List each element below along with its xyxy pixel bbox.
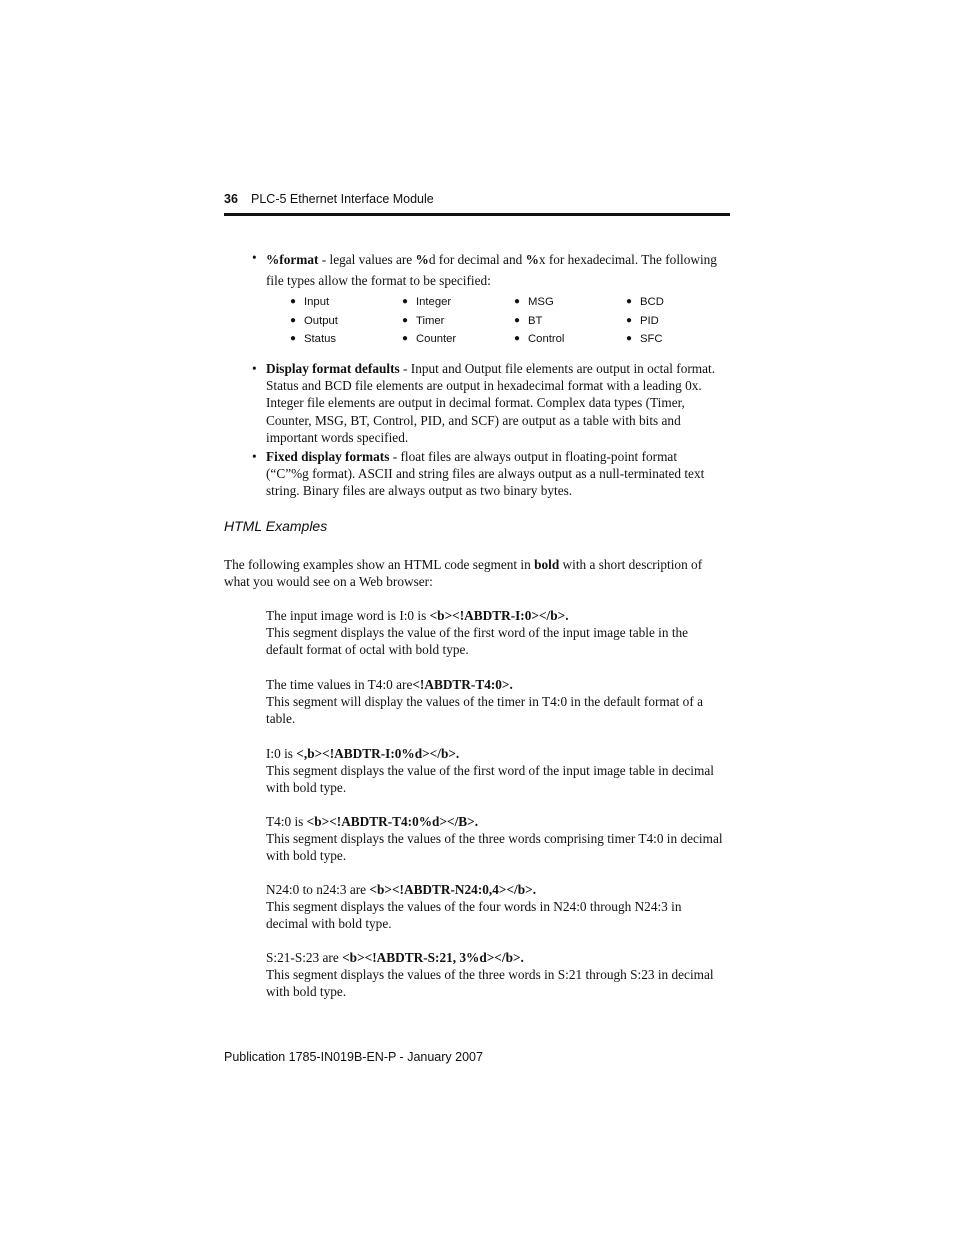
bullet-icon: ● bbox=[626, 315, 633, 326]
example-block bbox=[266, 607, 688, 659]
bullet-icon: • bbox=[252, 361, 257, 376]
list-item: ● Timer bbox=[402, 315, 445, 327]
bullet-icon: ● bbox=[514, 333, 521, 344]
format-line2: file types allow the format to be specified: bbox=[266, 273, 491, 288]
example-description: table. bbox=[266, 711, 296, 727]
example-code: <,b><!ABDTR-I:0%d></b>. bbox=[296, 746, 460, 761]
list-item: ● Output bbox=[290, 315, 338, 327]
example-description: This segment displays the values of the three words in S:21 through S:23 in decimal bbox=[266, 967, 714, 983]
list-item: ● Status bbox=[290, 333, 337, 345]
page-number: 36 bbox=[224, 192, 238, 206]
bullet-icon: ● bbox=[290, 296, 297, 307]
section-intro bbox=[224, 556, 702, 590]
bullet-icon: ● bbox=[402, 296, 409, 307]
example-label: S:21-S:23 are bbox=[266, 950, 343, 965]
format-percent: % bbox=[525, 252, 539, 267]
bullet-icon: ● bbox=[290, 333, 297, 344]
format-text: x for hexadecimal. The following bbox=[538, 252, 717, 267]
example-label: The time values in T4:0 are bbox=[266, 677, 413, 692]
intro-text: what you would see on a Web browser: bbox=[224, 574, 433, 590]
bullet-icon: ● bbox=[402, 315, 409, 326]
list-item: ● BCD bbox=[626, 296, 664, 308]
bullet-fixed-formats bbox=[252, 448, 705, 500]
fixed-formats-text: (“C”%g format). ASCII and string files are always output as a null-terminated text bbox=[266, 466, 705, 482]
format-percent: % bbox=[415, 252, 429, 267]
bullet-icon: • bbox=[252, 250, 257, 265]
bullet-icon: ● bbox=[402, 333, 409, 344]
example-description: default format of octal with bold type. bbox=[266, 642, 469, 658]
display-defaults-text: Status and BCD file elements are output in hexadecimal format with a leading 0x. bbox=[266, 378, 702, 394]
example-code: <b><!ABDTR-S:21, 3%d></b>. bbox=[342, 950, 524, 965]
bullet-icon: ● bbox=[626, 296, 633, 307]
example-code: <b><!ABDTR-T4:0%d></B>. bbox=[306, 814, 479, 829]
bullet-icon: ● bbox=[514, 315, 521, 326]
example-block bbox=[266, 949, 714, 1001]
example-description: This segment displays the values of the four words in N24:0 through N24:3 in bbox=[266, 899, 682, 915]
fixed-formats-text: - float files are always output in floating-point format bbox=[389, 449, 678, 464]
bullet-icon: ● bbox=[290, 315, 297, 326]
list-item: ● Counter bbox=[402, 333, 457, 345]
example-block bbox=[266, 745, 714, 797]
display-defaults-text: Integer file elements are output in decimal format. Complex data types (Timer, bbox=[266, 395, 685, 411]
example-code: <!ABDTR-T4:0>. bbox=[412, 677, 513, 692]
display-defaults-term: Display format defaults bbox=[266, 361, 400, 376]
list-item: ● BT bbox=[514, 315, 543, 327]
format-term: %format bbox=[266, 252, 319, 267]
list-item: ● Control bbox=[514, 333, 565, 345]
example-label: N24:0 to n24:3 are bbox=[266, 882, 370, 897]
list-item: ● SFC bbox=[626, 333, 663, 345]
bullet-display-defaults bbox=[252, 360, 716, 446]
display-defaults-text: important words specified. bbox=[266, 429, 409, 445]
example-label: The input image word is I:0 is bbox=[266, 608, 430, 623]
format-text: - legal values are bbox=[318, 252, 416, 267]
format-text: d for decimal and bbox=[428, 252, 526, 267]
running-header-title: PLC-5 Ethernet Interface Module bbox=[251, 192, 434, 206]
section-heading: HTML Examples bbox=[224, 518, 328, 534]
example-label: T4:0 is bbox=[266, 814, 307, 829]
example-block bbox=[266, 676, 703, 728]
example-code: <b><!ABDTR-N24:0,4></b>. bbox=[369, 882, 537, 897]
fixed-formats-text: string. Binary files are always output as two binary bytes. bbox=[266, 483, 573, 499]
intro-text: The following examples show an HTML code segment in bbox=[224, 557, 535, 572]
bullet-icon: ● bbox=[514, 296, 521, 307]
display-defaults-text: Counter, MSG, BT, Control, PID, and SCF) are output as a table with bits and bbox=[266, 412, 681, 428]
example-description: This segment displays the value of the first word of the input image table in the bbox=[266, 625, 689, 641]
example-block bbox=[266, 881, 681, 933]
list-item: ● MSG bbox=[514, 296, 554, 308]
example-description: with bold type. bbox=[266, 848, 347, 864]
intro-bold-word: bold bbox=[534, 557, 560, 572]
list-item: ● Input bbox=[290, 296, 330, 308]
bullet-icon: • bbox=[252, 449, 257, 464]
example-description: This segment displays the values of the three words comprising timer T4:0 in decimal bbox=[266, 831, 723, 847]
intro-text: with a short description of bbox=[559, 557, 703, 572]
bullet-format bbox=[252, 249, 717, 291]
fixed-formats-term: Fixed display formats bbox=[266, 449, 390, 464]
list-item: ● Integer bbox=[402, 296, 452, 308]
header-rule bbox=[224, 213, 730, 216]
example-label: I:0 is bbox=[266, 746, 297, 761]
example-description: with bold type. bbox=[266, 780, 347, 796]
example-description: decimal with bold type. bbox=[266, 916, 392, 932]
bullet-icon: ● bbox=[626, 333, 633, 344]
example-description: with bold type. bbox=[266, 984, 347, 1000]
example-code: <b><!ABDTR-I:0></b>. bbox=[429, 608, 569, 623]
example-block bbox=[266, 813, 723, 865]
list-item: ● PID bbox=[626, 315, 659, 327]
example-description: This segment will display the values of the timer in T4:0 in the default format of a bbox=[266, 694, 703, 710]
example-description: This segment displays the value of the first word of the input image table in decimal bbox=[266, 763, 714, 779]
publication-footer: Publication 1785-IN019B-EN-P - January 2007 bbox=[224, 1050, 483, 1064]
display-defaults-text: - Input and Output file elements are output in octal format. bbox=[399, 361, 716, 376]
